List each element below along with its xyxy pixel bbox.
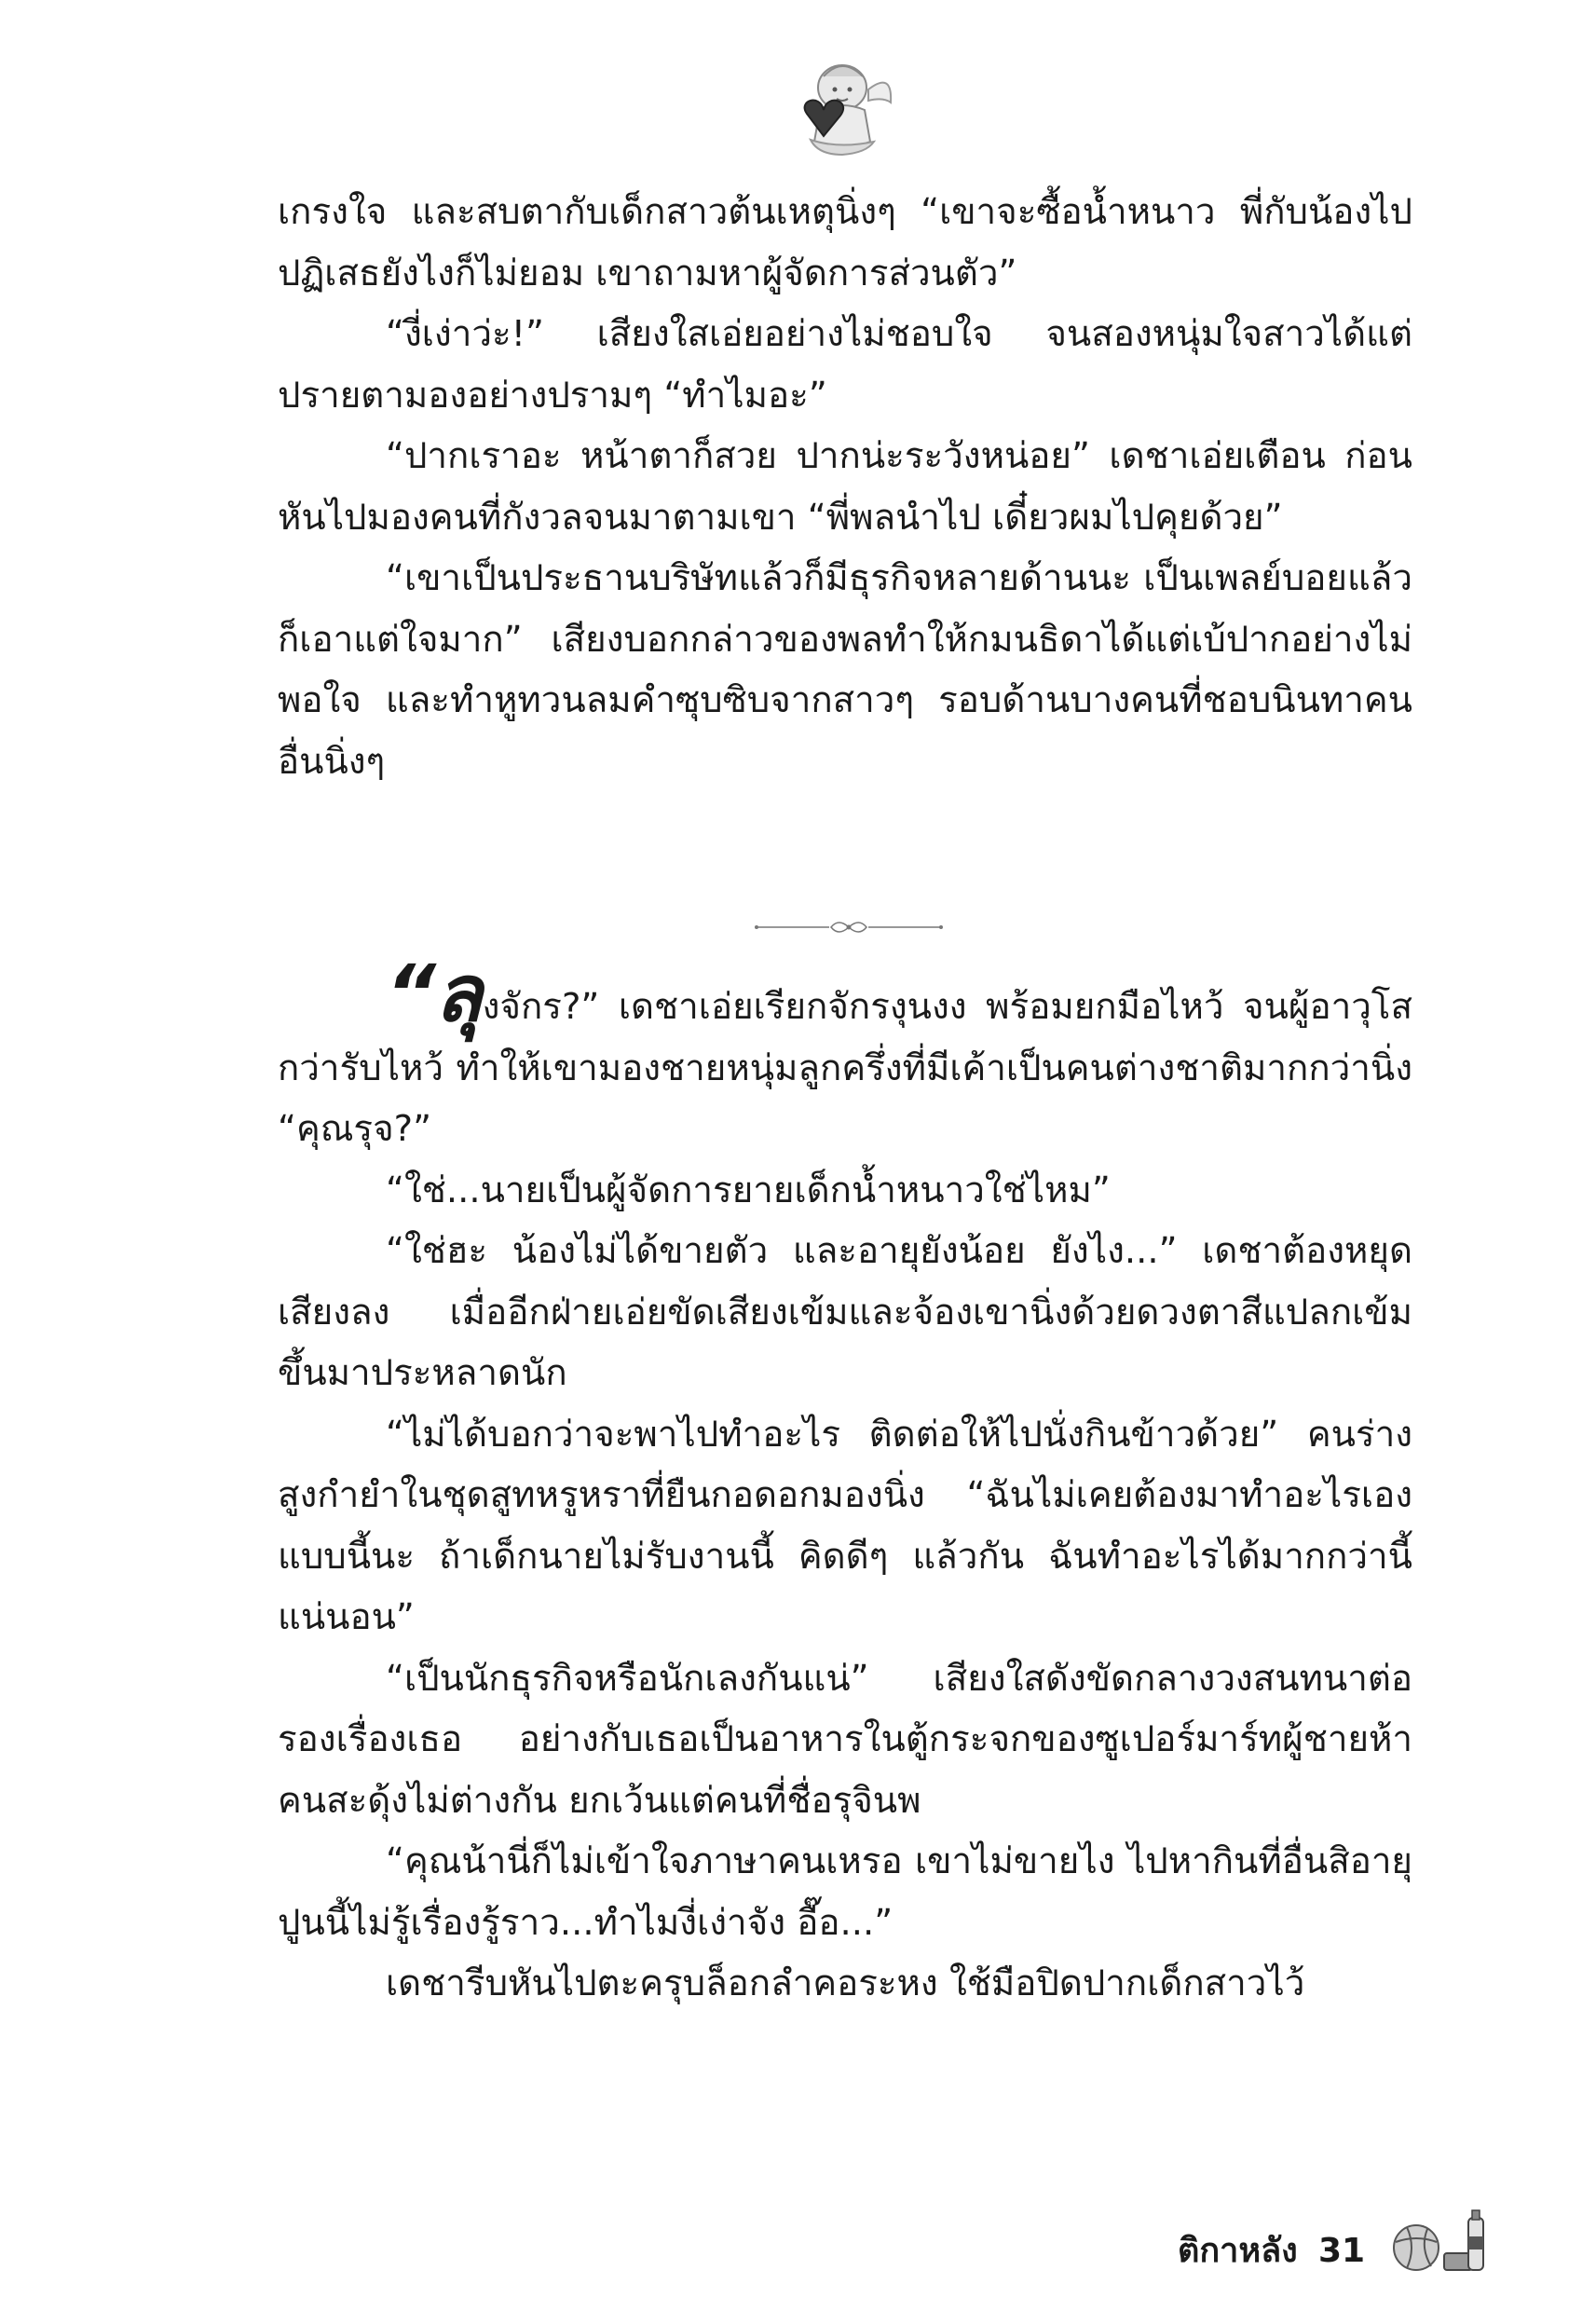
paragraph: “เป็นนักธุรกิจหรือนักเลงกันแน่” เสียงใสดังขัดกลางวงสนทนาต่อรองเรื่องเธอ อย่างกับเธอเป็นอาหารในตู้กระจกของซูเปอร์มาร์ทผู้ชายห้าคนสะดุ้งไม่ต่างกัน ยกเว้นแต่คนที่ชื่อรุจินพ [278,1657,1412,1822]
paragraph: “เขาเป็นประธานบริษัทแล้วก็มีธุรกิจหลายด้านนะ เป็นเพลย์บอยแล้วก็เอาแต่ใจมาก” เสียงบอกกล่าวของพลทำให้กมนธิดาได้แต่เบ้ปากอย่างไม่พอใจ และทำหูทวนลมคำซุบซิบจากสาวๆ รอบด้านบางคนที่ชอบนินทาคนอื่นนิ่งๆ [278,557,1412,783]
paragraph: เกรงใจ และสบตากับเด็กสาวต้นเหตุนิ่งๆ “เขาจะซื้อน้ำหนาว พี่กับน้องไปปฏิเสธยังไงก็ไม่ยอม เขาถามหาผู้จัดการส่วนตัว” [278,191,1412,294]
beach-ball-bottle-icon [1379,2208,1491,2274]
section-divider-ornament [753,915,945,939]
text-block-section [278,948,1412,2015]
text-block-top [278,182,1412,792]
first-paragraph-text: งจักร?” เดชาเอ่ยเรียกจักรงุนงง พร้อมยกมือไหว้ จนผู้อาวุโสกว่ารับไหว้ ทำให้เขามองชายหนุ่มลูกครึ่งที่มีเค้าเป็นคนต่างชาติมากกว่านิ่ง “คุณรุจ?” [278,986,1412,1150]
paragraph: เดชารีบหันไปตะครุบล็อกลำคอระหง ใช้มือปิดปากเด็กสาวไว้ [386,1962,1305,2004]
drop-cap: “ลุ [386,948,481,1039]
first-paragraph [278,948,1412,1160]
book-title: ติกาหลัง [1178,2232,1298,2270]
page-number: 31 [1318,2232,1366,2270]
paragraph: “ปากเราอะ หน้าตาก็สวย ปากน่ะระวังหน่อย” เดชาเอ่ยเตือน ก่อนหันไปมองคนที่กังวลจนมาตามเขา “พี่พลนำไป เดี๋ยวผมไปคุยด้วย” [278,435,1412,539]
paragraph: “ใช่ฮะ น้องไม่ได้ขายตัว และอายุยังน้อย ยังไง...” เดชาต้องหยุดเสียงลง เมื่ออีกฝ่ายเอ่ยขัดเสียงเข้มและจ้องเขานิ่งด้วยดวงตาสีแปลกเข้มขึ้นมาประหลาดนัก [278,1230,1412,1394]
paragraph: “งี่เง่าว่ะ!” เสียงใสเอ่ยอย่างไม่ชอบใจ จนสองหนุ่มใจสาวได้แต่ปรายตามองอย่างปรามๆ “ทำไมอะ” [278,313,1412,417]
cupid-illustration [783,48,904,160]
paragraph: “ใช่...นายเป็นผู้จัดการยายเด็กน้ำหนาวใช่ไหม” [386,1169,1111,1211]
paragraph: “คุณน้านี่ก็ไม่เข้าใจภาษาคนเหรอ เขาไม่ขายไง ไปหากินที่อื่นสิอายุปูนนี้ไม่รู้เรื่องรู้ราว...ทำไมงี่เง่าจัง อื๊อ...” [278,1840,1412,1944]
paragraph: “ไม่ได้บอกว่าจะพาไปทำอะไร ติดต่อให้ไปนั่งกินข้าวด้วย” คนร่างสูงกำยำในชุดสูทหรูหราที่ยืนกอดอกมองนิ่ง “ฉันไม่เคยต้องมาทำอะไรเองแบบนี้นะ ถ้าเด็กนายไม่รับงานนี้ คิดดีๆ แล้วกัน ฉันทำอะไรได้มากกว่านี้แน่นอน” [278,1413,1412,1638]
